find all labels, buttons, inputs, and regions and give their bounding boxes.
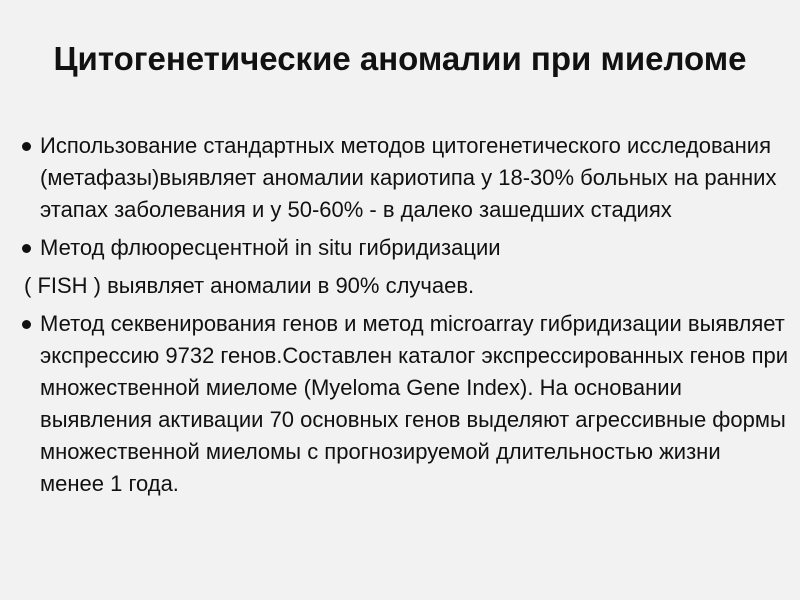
bullet-dot-icon bbox=[22, 320, 31, 329]
bullet-dot-icon bbox=[22, 142, 31, 151]
bullet-text: Метод флюоресцентной in situ гибридизации bbox=[40, 235, 501, 260]
slide-content bbox=[10, 130, 790, 500]
bullet-item-cytogenetics bbox=[10, 130, 790, 226]
bullet-item-fish bbox=[10, 232, 790, 264]
bullet-text: Использование стандартных методов цитогенетического исследования (метафазы)выявляет аномалии кариотипа у 18-30% больных на ранних этапах заболевания и у 50-60% - в далеко зашедших стадиях bbox=[40, 133, 777, 222]
slide-title: Цитогенетические аномалии при миеломе bbox=[53, 40, 747, 77]
fish-continuation-text: ( FISH ) выявляет аномалии в 90% случаев. bbox=[24, 273, 475, 298]
bullet-text: Метод секвенирования генов и метод microarray гибридизации выявляет экспрессию 9732 генов.Составлен каталог экспрессированных генов при множественной миеломе (Myeloma Gene Index). На основании выявления активации 70 основных генов выделяют агрессивные формы множественной миеломы с прогнозируемой длительностью жизни менее 1 года. bbox=[40, 311, 789, 496]
bullet-item-sequencing bbox=[10, 308, 790, 500]
bullet-dot-icon bbox=[22, 244, 31, 253]
